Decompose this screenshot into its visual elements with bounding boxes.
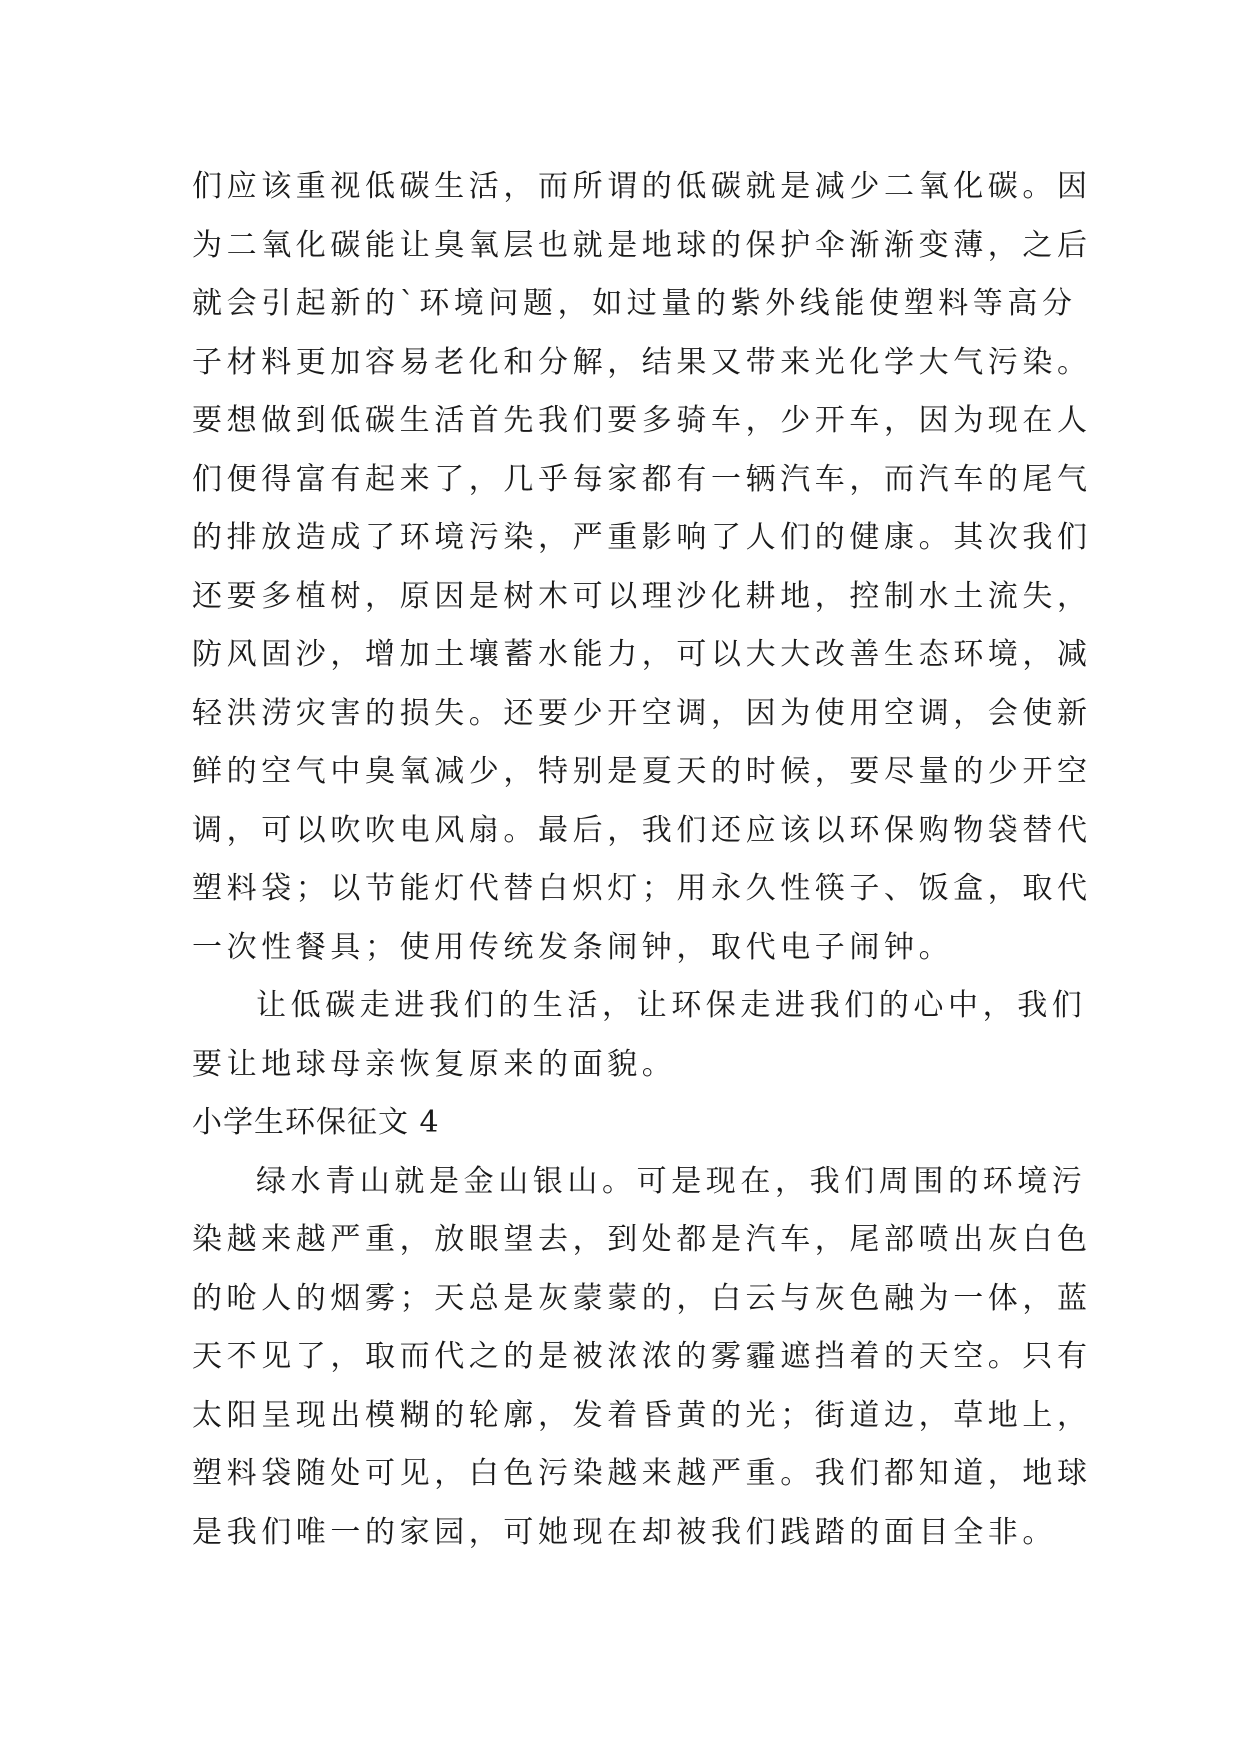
text-line: 轻洪涝灾害的损失。还要少开空调，因为使用空调，会使新 xyxy=(192,695,1092,731)
text-line: 鲜的空气中臭氧减少，特别是夏天的时候，要尽量的少开空 xyxy=(192,754,1092,789)
text-line: 塑料袋随处可见，白色污染越来越严重。我们都知道，地球 xyxy=(192,1456,1092,1491)
text-line: 要想做到低碳生活首先我们要多骑车，少开车，因为现在人 xyxy=(192,403,1092,438)
text-line: 还要多植树，原因是树木可以理沙化耕地，控制水土流失， xyxy=(192,578,1092,614)
text-line: 要让地球母亲恢复原来的面貌。 xyxy=(192,1046,677,1082)
text-line: 染越来越严重，放眼望去，到处都是汽车，尾部喷出灰白色 xyxy=(192,1222,1092,1257)
text-line: 天不见了，取而代之的是被浓浓的雾霾遮挡着的天空。只有 xyxy=(192,1339,1092,1374)
text-line: 的呛人的烟雾；天总是灰蒙蒙的，白云与灰色融为一体，蓝 xyxy=(192,1280,1092,1316)
paragraph-essay-4 xyxy=(192,1153,1092,1563)
text-line: 防风固沙，增加土壤蓄水能力，可以大大改善生态环境，减 xyxy=(192,637,1092,672)
text-line: 为二氧化碳能让臭氧层也就是地球的保护伞渐渐变薄，之后 xyxy=(192,227,1092,263)
text-line: 调，可以吹吹电风扇。最后，我们还应该以环保购物袋替代 xyxy=(192,812,1092,848)
text-line: 一次性餐具；使用传统发条闹钟，取代电子闹钟。 xyxy=(192,929,954,965)
text-line: 子材料更加容易老化和分解，结果又带来光化学大气污染。 xyxy=(192,344,1092,380)
text-line: 塑料袋；以节能灯代替白炽灯；用永久性筷子、饭盒，取代 xyxy=(192,871,1092,906)
paragraph-continued xyxy=(192,158,1092,977)
text-line: 是我们唯一的家园，可她现在却被我们践踏的面目全非。 xyxy=(192,1514,1057,1550)
paragraph-conclusion xyxy=(192,977,1087,1094)
text-line: 让低碳走进我们的生活，让环保走进我们的心中，我们 xyxy=(256,988,1087,1023)
text-line: 的排放造成了环境污染，严重影响了人们的健康。其次我们 xyxy=(192,520,1092,555)
text-line: 们便得富有起来了，几乎每家都有一辆汽车，而汽车的尾气 xyxy=(192,461,1092,497)
section-heading: 小学生环保征文 4 xyxy=(192,1105,440,1140)
text-line: 绿水青山就是金山银山。可是现在，我们周围的环境污 xyxy=(256,1163,1087,1199)
document-body xyxy=(192,158,1092,1562)
text-line: 们应该重视低碳生活，而所谓的低碳就是减少二氧化碳。因 xyxy=(192,169,1092,204)
text-line: 就会引起新的`环境问题，如过量的紫外线能使塑料等高分 xyxy=(192,286,1077,321)
text-line: 太阳呈现出模糊的轮廓，发着昏黄的光；街道边，草地上， xyxy=(192,1397,1092,1433)
